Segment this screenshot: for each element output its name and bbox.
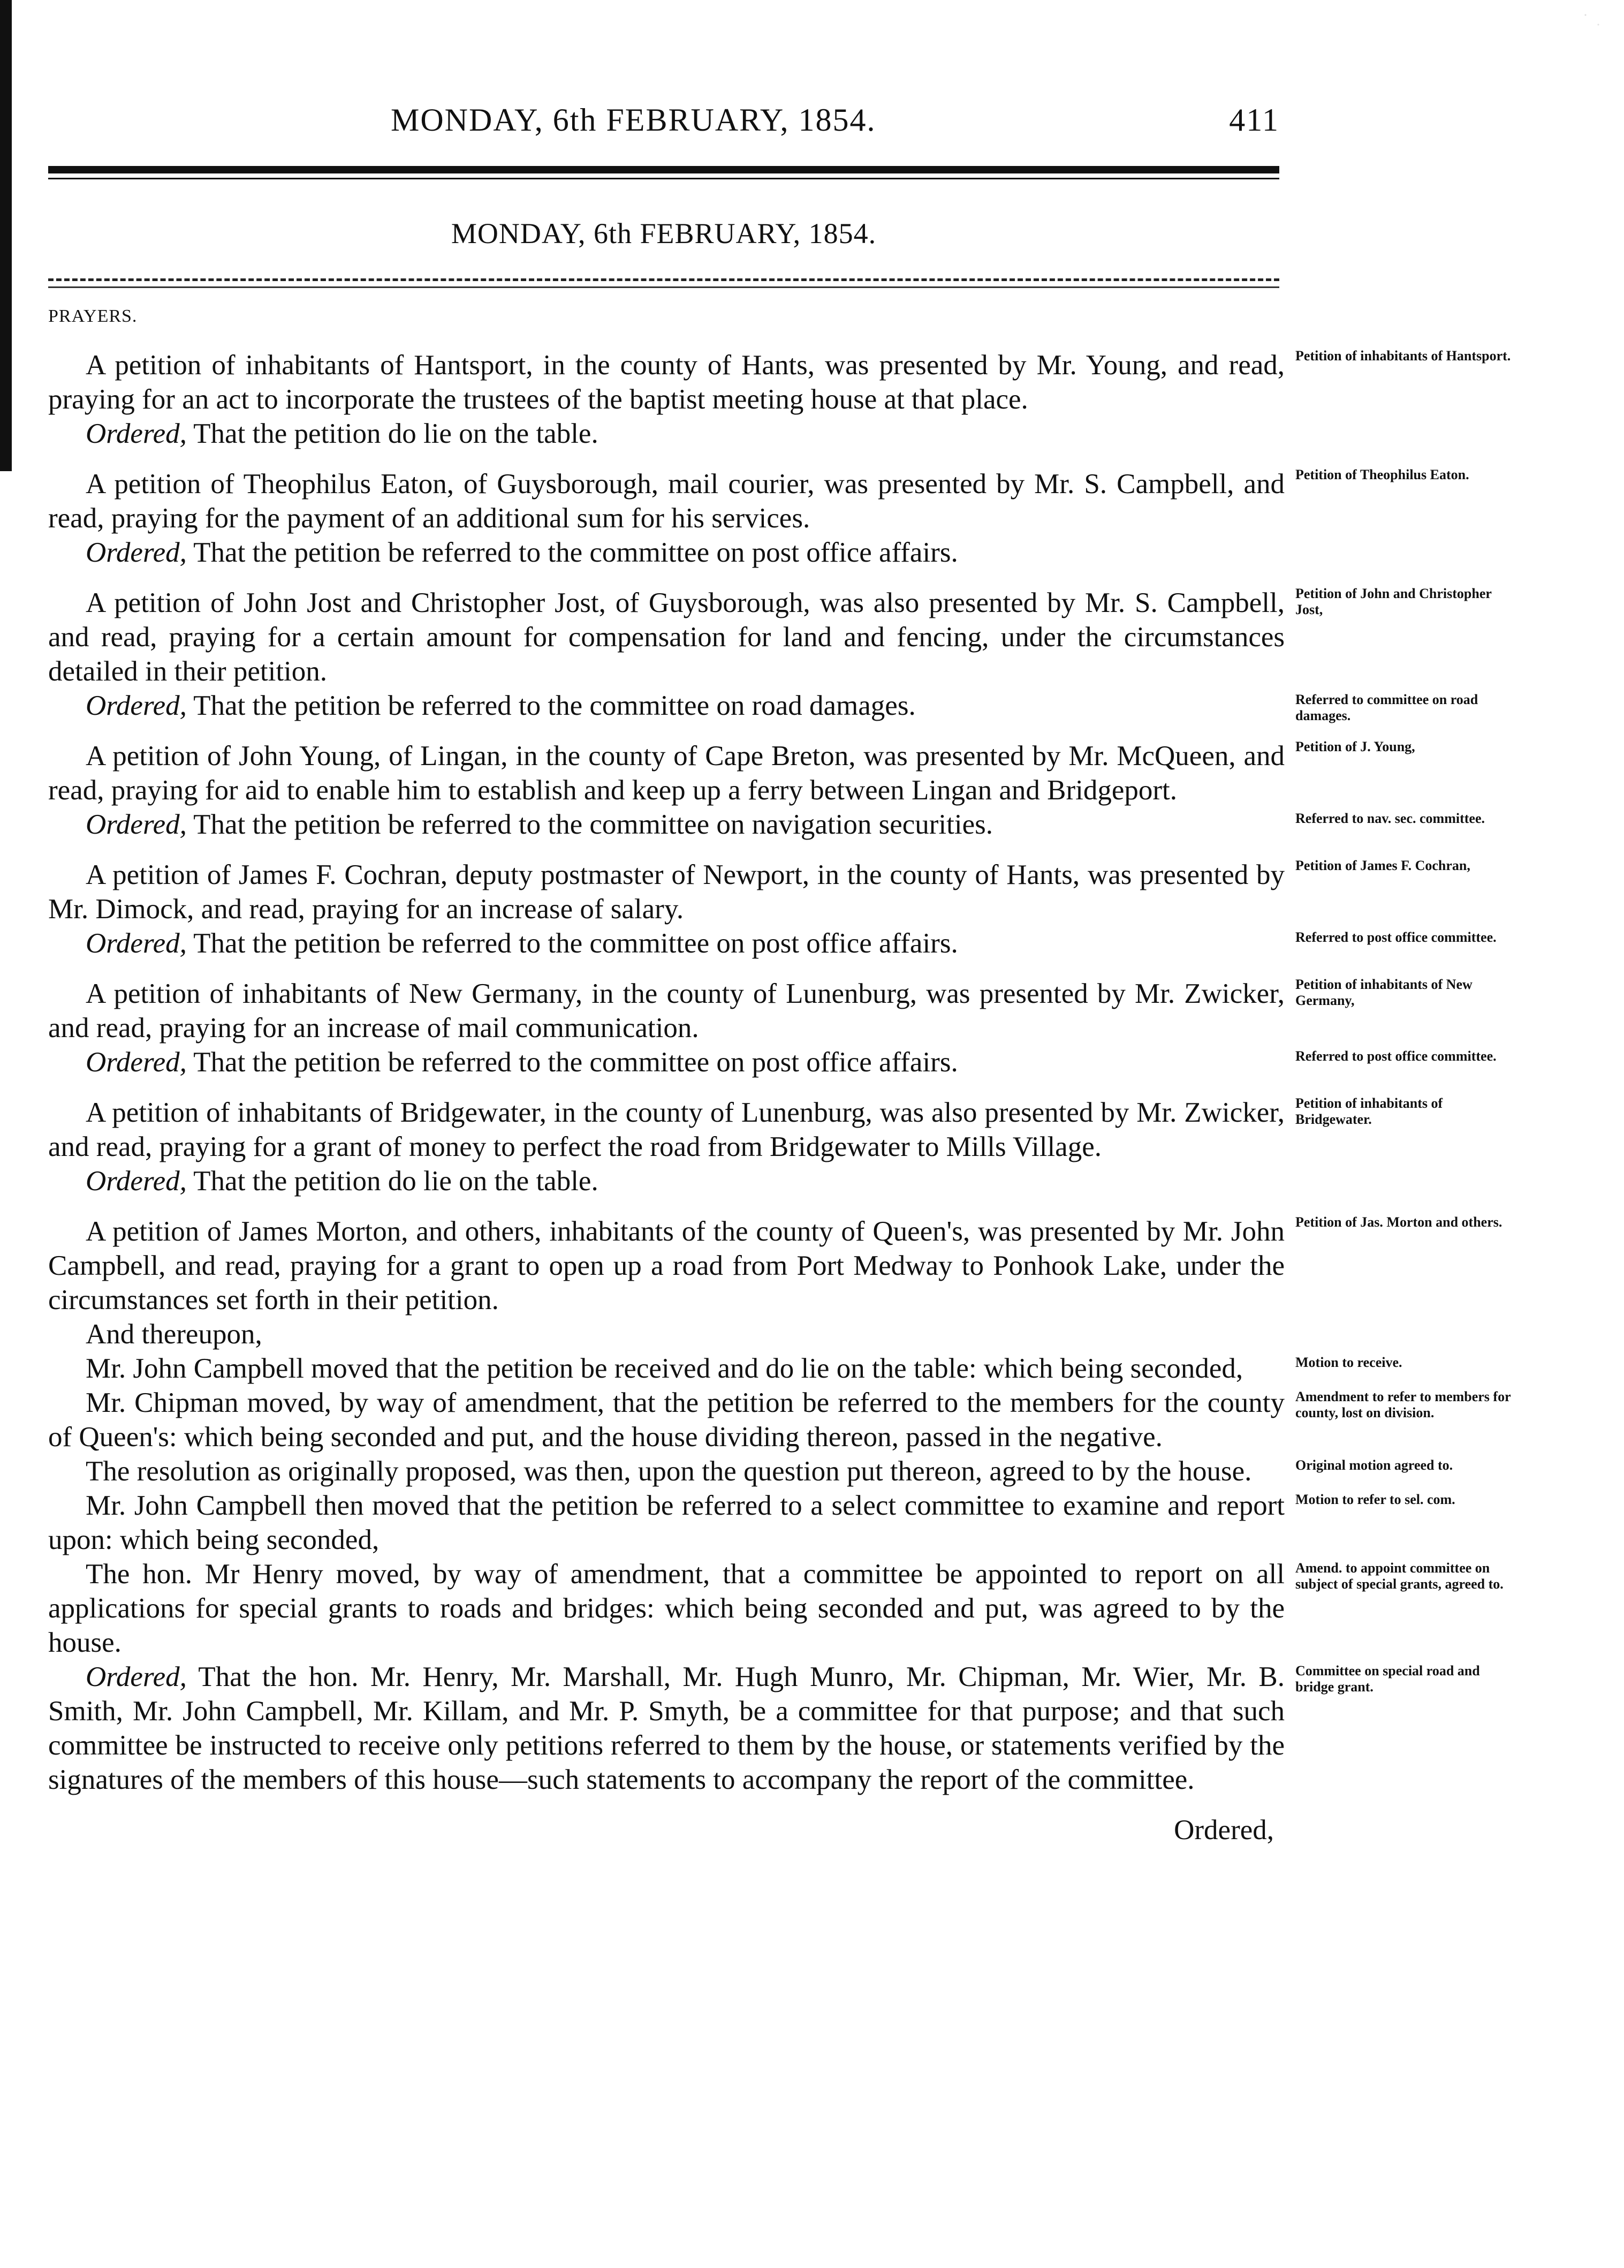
amendment-text: Mr. Chipman moved, by way of amendment, that the petition be referred to the members for the county of Queen's: which being seconded and put, and the house dividing thereon, passed in the negative. [48, 1387, 1285, 1453]
prayers-label: PRAYERS. [48, 306, 138, 326]
motion-text: Mr. John Campbell moved that the petition be received and do lie on the table: which being seconded, [86, 1353, 1243, 1384]
order-margin-note: Referred to post office committee. [1295, 929, 1497, 945]
thereupon-line: And thereupon, [86, 1319, 262, 1350]
running-head [48, 102, 1279, 161]
petition-text: A petition of inhabitants of Bridgewater, in the county of Lunenburg, was also presented by Mr. Zwicker, and read, praying for a grant of money to perfect the road from Bridgewater to Mills Village. [48, 1097, 1285, 1162]
order-text: That the petition do lie on the table. [186, 1166, 598, 1197]
petition-entry [48, 858, 1497, 961]
order-lead: Ordered, [86, 418, 187, 449]
order-margin-note: Referred to committee on road damages. [1295, 692, 1478, 723]
margin-note: Amend. to appoint committee on subject of special grants, agreed to. [1295, 1560, 1504, 1592]
petition-entry [48, 467, 1469, 570]
order-lead: Ordered, [86, 1166, 187, 1197]
margin-note: Petition of inhabitants of Hantsport. [1295, 348, 1511, 364]
petition-text: A petition of inhabitants of New Germany, in the county of Lunenburg, was presented by Mr. Zwicker, and read, praying for an increase of mail communication. [48, 978, 1285, 1044]
header-rule-thick [48, 166, 1279, 173]
order-lead: Ordered, [86, 928, 187, 959]
petition-entry [48, 348, 1511, 451]
scan-speckle [1576, 5, 1608, 37]
order-text: That the hon. Mr. Henry, Mr. Marshall, Mr. Hugh Munro, Mr. Chipman, Mr. Wier, Mr. B. Smith, Mr. John Campbell, Mr. Killam, and Mr. P. Smyth, be a committee for that purpose; and that such committee be instructed to receive only petitions referred to them by the house, or statements verified by the signatures of the members of this house—such statements to accompany the report of the committee. [48, 1661, 1285, 1795]
order-lead: Ordered, [86, 1047, 187, 1078]
running-title: MONDAY, 6th FEBRUARY, 1854. [391, 102, 876, 138]
petition-text: A petition of John Jost and Christopher Jost, of Guysborough, was also presented by Mr. S. Campbell, and read, praying for a certain amount for compensation for land and fencing, under the circumstances detailed in their petition. [48, 587, 1285, 687]
order-line [48, 535, 1285, 570]
petition-entry [48, 1095, 1443, 1198]
petition-text: A petition of John Young, of Lingan, in the county of Cape Breton, was presented by Mr. McQueen, and read, praying for aid to enable him to establish and keep up a ferry between Lingan and Bridgeport. [48, 740, 1285, 806]
order-line [48, 1164, 1285, 1198]
second-motion-text: Mr. John Campbell then moved that the petition be referred to a select committee to examine and report upon: which being seconded, [48, 1490, 1285, 1555]
order-text: That the petition be referred to the committee on post office affairs. [186, 928, 958, 959]
morton-petition [48, 1214, 1511, 1797]
petition-entry [48, 586, 1492, 723]
henry-amendment-text: The hon. Mr Henry moved, by way of amendment, that a committee be appointed to report on all applications for special grants to roads and bridges: which being seconded and put, was agreed to by the house. [48, 1559, 1285, 1658]
resolution-text: The resolution as originally proposed, was then, upon the question put thereon, agreed to by the house. [86, 1456, 1252, 1487]
margin-note: Amendment to refer to members for county, lost on division. [1295, 1389, 1511, 1420]
heading-rule [48, 286, 1279, 288]
margin-note: Petition of Theophilus Eaton. [1295, 467, 1469, 482]
order-text: That the petition be referred to the committee on road damages. [186, 690, 916, 721]
journal-body [48, 348, 1511, 1847]
second-motion-block [48, 1488, 1455, 1557]
order-line [48, 807, 1485, 842]
motion-block [48, 1351, 1402, 1386]
margin-note: Petition of James F. Cochran, [1295, 858, 1470, 873]
page-number: 411 [1229, 102, 1279, 138]
petition-entry [48, 977, 1497, 1079]
margin-note: Petition of inhabitants of Bridgewater. [1295, 1095, 1443, 1127]
henry-amendment-block [48, 1557, 1504, 1660]
order-margin-note: Referred to post office committee. [1295, 1048, 1497, 1064]
order-text: That the petition do lie on the table. [186, 418, 598, 449]
header-rule-thin [48, 178, 1279, 179]
order-line [48, 1660, 1285, 1797]
petition-entry [48, 739, 1485, 842]
order-margin-note: Referred to nav. sec. committee. [1295, 811, 1485, 826]
petition-text: A petition of inhabitants of Hantsport, in the county of Hants, was presented by Mr. Young, and read, praying for an act to incorporate the trustees of the baptist meeting house at that place. [48, 350, 1285, 415]
order-line [48, 926, 1497, 961]
catchword: Ordered, [1174, 1815, 1274, 1846]
margin-note: Petition of J. Young, [1295, 739, 1415, 754]
petition-text: A petition of James Morton, and others, inhabitants of the county of Queen's, was presented by Mr. John Campbell, and read, praying for a grant to open up a road from Port Medway to Ponhook Lake, under the circumstances set forth in their petition. [48, 1216, 1285, 1316]
order-text: That the petition be referred to the committee on navigation securities. [186, 809, 993, 840]
petition-text: A petition of Theophilus Eaton, of Guysborough, mail courier, was presented by Mr. S. Campbell, and read, praying for the payment of an additional sum for his services. [48, 468, 1285, 534]
order-text: That the petition be referred to the committee on post office affairs. [186, 1047, 958, 1078]
order-line [48, 1045, 1497, 1079]
margin-note: Motion to refer to sel. com. [1295, 1492, 1455, 1507]
order-lead: Ordered, [86, 1661, 187, 1692]
margin-note: Committee on special road and bridge grant. [1295, 1663, 1480, 1695]
margin-note: Petition of inhabitants of New Germany, [1295, 977, 1473, 1008]
day-heading: MONDAY, 6th FEBRUARY, 1854. [451, 217, 877, 250]
margin-note: Petition of John and Christopher Jost, [1295, 586, 1492, 617]
margin-note: Original motion agreed to. [1295, 1457, 1453, 1473]
resolution-block [48, 1454, 1453, 1488]
order-lead: Ordered, [86, 690, 187, 721]
order-lead: Ordered, [86, 809, 187, 840]
committee-order-block [48, 1660, 1480, 1797]
petition-text: A petition of James F. Cochran, deputy postmaster of Newport, in the county of Hants, was presented by Mr. Dimock, and read, praying for an increase of salary. [48, 859, 1285, 925]
margin-note: Motion to receive. [1295, 1355, 1402, 1370]
margin-note: Petition of Jas. Morton and others. [1295, 1214, 1502, 1230]
order-lead: Ordered, [86, 537, 187, 568]
order-text: That the petition be referred to the committee on post office affairs. [186, 537, 958, 568]
order-line [48, 689, 1478, 723]
scan-edge [0, 0, 12, 471]
heading-rule-dashed [48, 278, 1279, 281]
morton-block [48, 1214, 1502, 1317]
order-line [48, 417, 1285, 451]
amendment-block [48, 1386, 1511, 1454]
